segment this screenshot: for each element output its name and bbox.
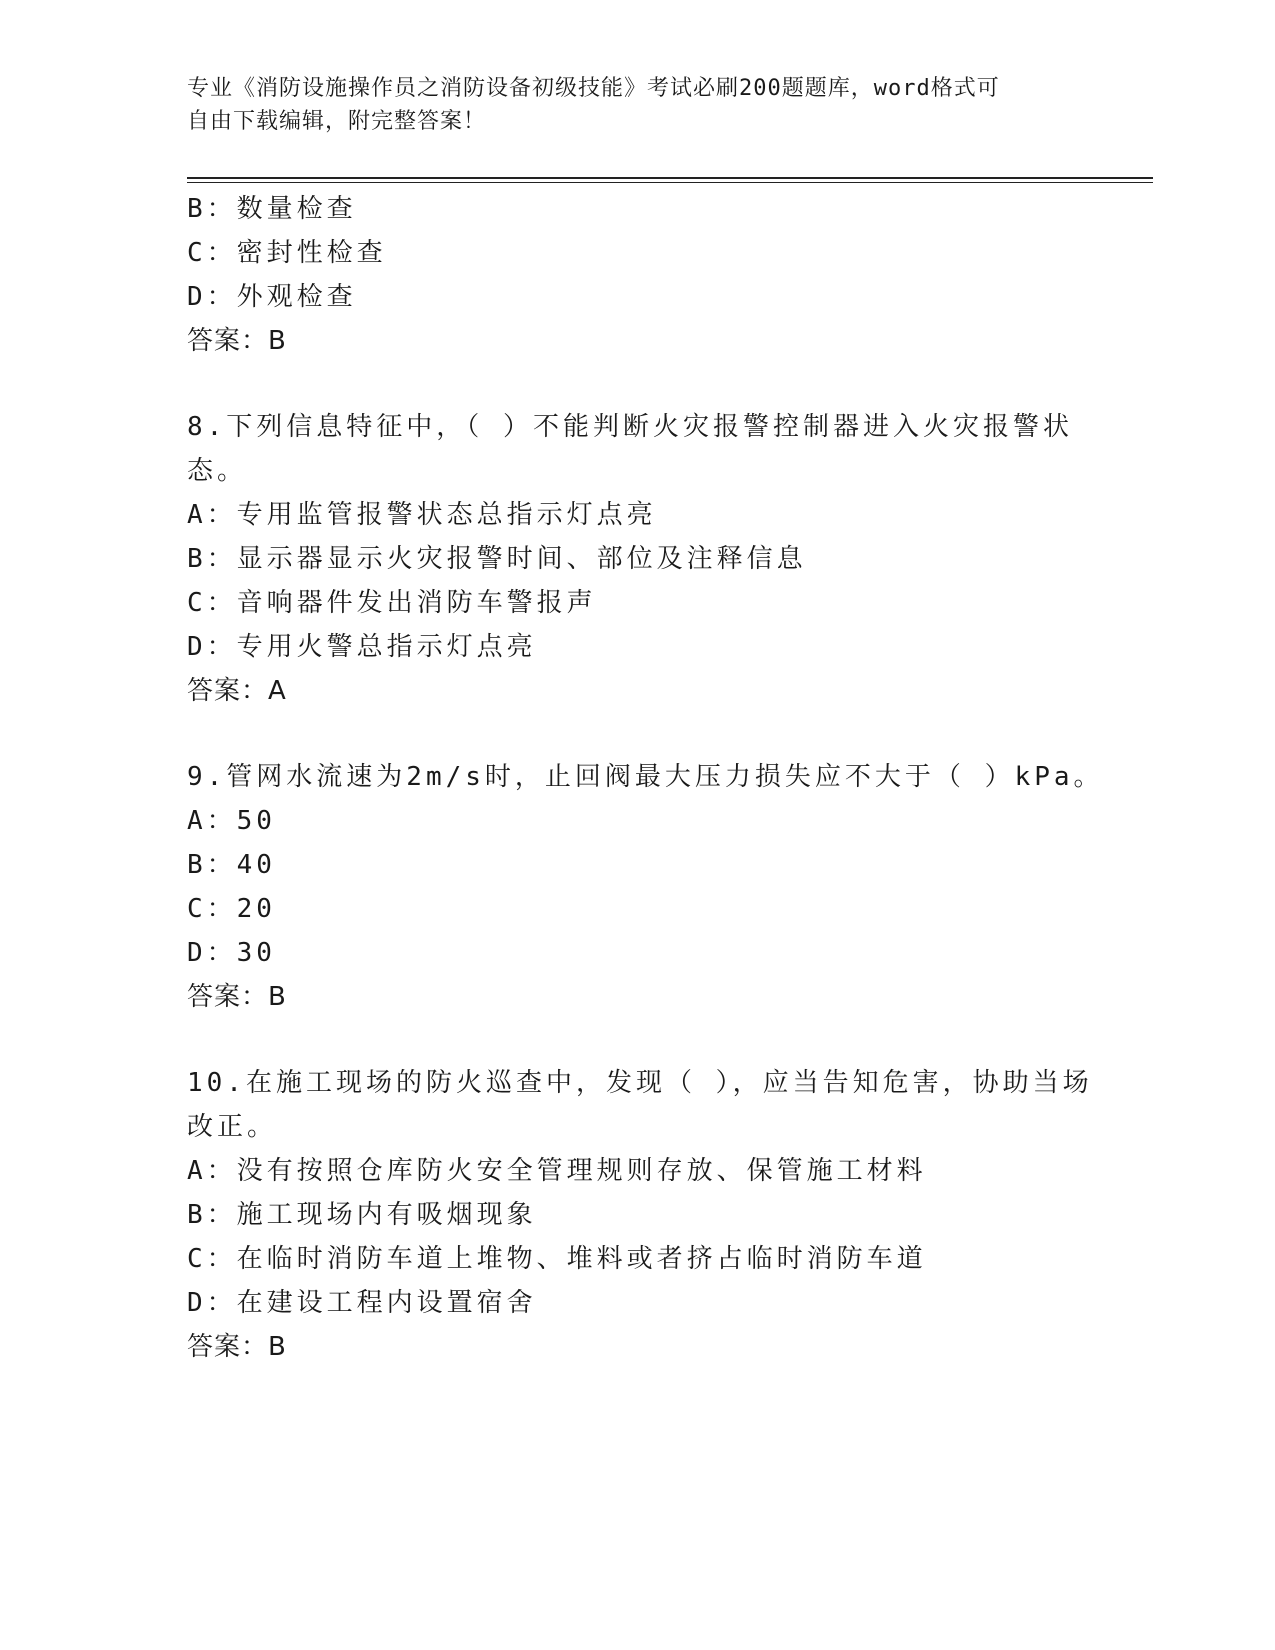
prev-answer: 答案：B <box>187 326 287 356</box>
q9-stem-line-1: 9.管网水流速为2m/s时，止回阀最大压力损失应不大于（ ）kPa。 <box>187 762 1104 792</box>
q10-option-c: C：在临时消防车道上堆物、堆料或者挤占临时消防车道 <box>187 1244 927 1274</box>
q10-stem-line-2: 改正。 <box>187 1112 278 1142</box>
q9-option-b: B：40 <box>187 850 276 880</box>
document-header <box>187 72 1067 138</box>
q10-option-d: D：在建设工程内设置宿舍 <box>187 1288 537 1318</box>
q10-option-b: B：施工现场内有吸烟现象 <box>187 1200 537 1230</box>
prev-option-c: C：密封性检查 <box>187 238 387 268</box>
q8-stem-line-2: 态。 <box>187 456 248 486</box>
q9-answer: 答案：B <box>187 982 287 1012</box>
q8-stem-line-1: 8.下列信息特征中，（ ）不能判断火灾报警控制器进入火灾报警状 <box>187 412 1073 442</box>
header-line-1: 专业《消防设施操作员之消防设备初级技能》考试必刷200题题库，word格式可 <box>187 76 1000 101</box>
header-line-2: 自由下载编辑，附完整答案！ <box>187 109 487 134</box>
q10-stem-line-1: 10.在施工现场的防火巡查中，发现（ ），应当告知危害，协助当场 <box>187 1068 1093 1098</box>
header-divider-thin <box>187 182 1153 183</box>
prev-option-b: B：数量检查 <box>187 194 357 224</box>
header-divider-thick <box>187 177 1153 179</box>
q10-answer: 答案：B <box>187 1332 287 1362</box>
prev-option-d: D：外观检查 <box>187 282 357 312</box>
q8-answer: 答案：A <box>187 676 287 706</box>
q8-option-b: B：显示器显示火灾报警时间、部位及注释信息 <box>187 544 807 574</box>
q9-option-c: C：20 <box>187 894 276 924</box>
q8-option-c: C：音响器件发出消防车警报声 <box>187 588 597 618</box>
q9-option-a: A：50 <box>187 806 276 836</box>
q8-option-a: A：专用监管报警状态总指示灯点亮 <box>187 500 657 530</box>
q9-option-d: D：30 <box>187 938 276 968</box>
q8-option-d: D：专用火警总指示灯点亮 <box>187 632 537 662</box>
q10-option-a: A：没有按照仓库防火安全管理规则存放、保管施工材料 <box>187 1156 927 1186</box>
